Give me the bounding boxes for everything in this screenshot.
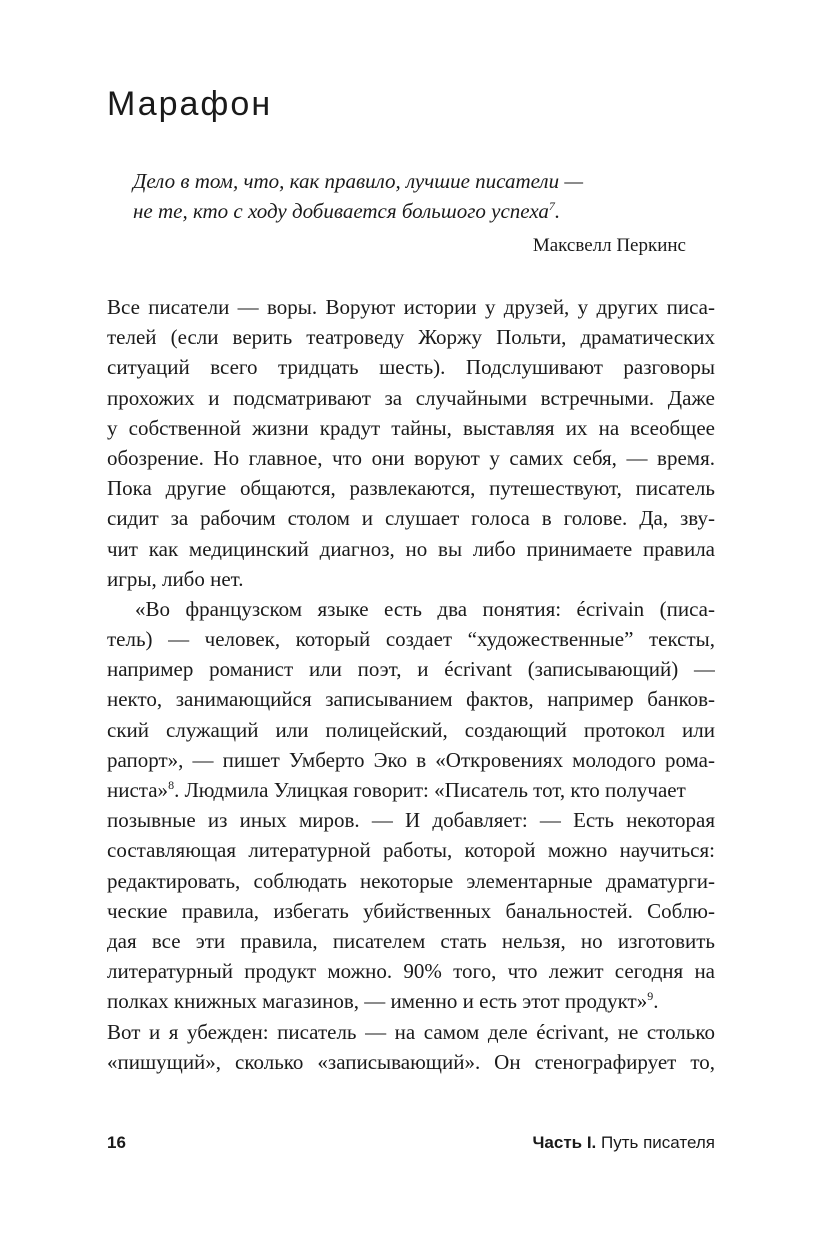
text-line: Вот и я убежден: писатель — на самом деле écrivant, не столько [107, 1019, 715, 1044]
text-line: прохожих и подсматривают за случайными встречными. Даже [107, 385, 715, 410]
footnote-marker: 9 [647, 989, 654, 1004]
text-line: ский служащий или полицейский, создающий протокол или [107, 717, 715, 742]
text-line: игры, либо нет. [107, 566, 244, 591]
text-line: ситуаций всего тридцать шесть). Подслушивают разговоры [107, 355, 715, 380]
text-line [107, 775, 715, 805]
text-line: рапорт», — пишет Умберто Эко в «Откровениях молодого рома- [107, 747, 715, 772]
page-footer [107, 1133, 715, 1159]
epigraph-author: Максвелл Перкинс [532, 235, 686, 256]
text-line: сидит за рабочим столом и слушает голоса в голове. Да, зву- [107, 506, 715, 531]
text-line: чит как медицинский диагноз, но вы либо принимаете правила [107, 536, 715, 561]
text-line: литературный продукт можно. 90% того, что лежит сегодня на [107, 959, 715, 984]
running-head [532, 1133, 715, 1153]
text-line: Все писатели — воры. Воруют истории у друзей, у других писа- [107, 295, 715, 319]
text-line: например романист или поэт, и écrivant (записывающий) — [107, 657, 715, 682]
epigraph [133, 166, 693, 226]
text-line: дая все эти правила, писателем стать нельзя, но изготовить [107, 928, 715, 953]
part-label: Часть I. [532, 1133, 597, 1152]
epigraph-line: Дело в том, что, как правило, лучшие писатели — [133, 169, 584, 193]
text-line: некто, занимающийся записыванием фактов, например банков- [107, 687, 715, 712]
epigraph-line-text: не те, кто с ходу добивается большого успеха [133, 199, 549, 223]
text-line: Пока другие общаются, развлекаются, путешествуют, писатель [107, 476, 715, 501]
text-segment: . Людмила Улицкая говорит: «Писатель тот, кто получает [174, 778, 686, 803]
text-line: редактировать, соблюдать некоторые элементарные драматурги- [107, 868, 715, 893]
epigraph-trailing-punctuation: . [554, 199, 561, 223]
text-line: тель) — человек, который создает “художественные” тексты, [107, 627, 715, 652]
footnote-marker: 8 [168, 778, 175, 793]
section-label: Путь писателя [601, 1133, 715, 1152]
text-line: телей (если верить театроведу Жоржу Польти, драматических [107, 325, 715, 350]
chapter-title: Марафон [107, 85, 273, 123]
page-number: 16 [107, 1133, 126, 1152]
text-line: «пишущий», сколько «записывающий». Он стенографирует то, [107, 1049, 715, 1074]
text-segment: ниста» [107, 778, 169, 803]
text-line: составляющая литературной работы, которой можно научиться: [107, 838, 715, 863]
text-line: «Во французском языке есть два понятия: écrivain (писа- [135, 596, 715, 621]
text-segment: полках книжных магазинов, — именно и есть этот продукт» [107, 989, 648, 1014]
text-line: позывные из иных миров. — И добавляет: — Есть некоторая [107, 808, 715, 833]
text-line [107, 986, 715, 1016]
body-text [107, 292, 715, 1077]
text-line: ческие правила, избегать убийственных банальностей. Соблю- [107, 898, 715, 923]
text-segment: . [653, 989, 659, 1014]
text-line: обозрение. Но главное, что они воруют у самих себя, — время. [107, 445, 715, 470]
footnote-marker: 7 [548, 199, 555, 213]
epigraph-line [133, 196, 693, 226]
text-line: у собственной жизни крадут тайны, выставляя их на всеобщее [107, 415, 715, 440]
